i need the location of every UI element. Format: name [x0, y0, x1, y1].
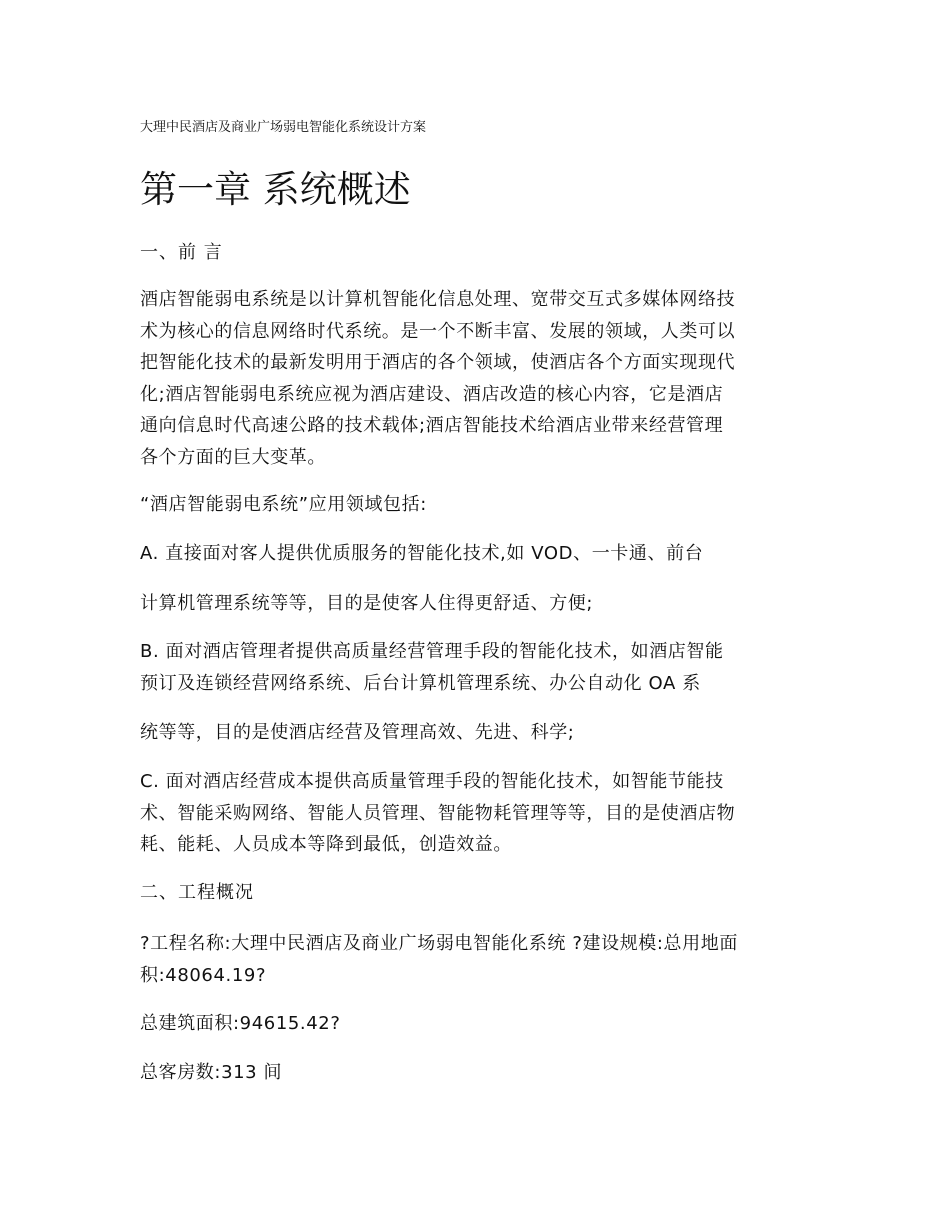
paragraph-line: 化;酒店智能弱电系统应视为酒店建设、酒店改造的核心内容，它是酒店 [140, 383, 724, 405]
paragraph-fields-intro [140, 489, 820, 521]
paragraph-line: 统等等，目的是使酒店经营及管理高效、先进、科学; [140, 722, 575, 743]
chapter-title: 第一章 系统概述 [140, 168, 411, 211]
paragraph-line: 耗、能耗、人员成本等降到最低，创造效益。 [140, 834, 512, 855]
paragraph-line: 术、智能采购网络、智能人员管理、智能物耗管理等等，目的是使酒店物 [140, 802, 736, 824]
paragraph-line: 酒店智能弱电系统是以计算机智能化信息处理、宽带交互式多媒体网络技 [140, 289, 736, 310]
paragraph-room-count [140, 1057, 820, 1089]
paragraph-line: 计算机管理系统等等，目的是使客人住得更舒适、方便; [140, 593, 594, 614]
paragraph-line: A. 直接面对客人提供优质服务的智能化技术,如 VOD、一卡通、前台 [140, 543, 704, 564]
paragraph-building-area [140, 1008, 820, 1040]
section-heading-overview: 二、工程概况 [140, 882, 254, 903]
paragraph-line: C. 面对酒店经营成本提供高质量管理手段的智能化技术，如智能节能技 [140, 771, 724, 792]
paragraph-line: ?工程名称:大理中民酒店及商业广场弱电智能化系统 ?建设规模:总用地面 [140, 933, 738, 954]
paragraph-line: B. 面对酒店管理者提供高质量经营管理手段的智能化技术，如酒店智能 [140, 641, 724, 662]
paragraph-project-info [140, 928, 820, 991]
paragraph-item-c [140, 766, 820, 861]
paragraph-intro [140, 284, 820, 473]
paragraph-item-b-cont [140, 717, 820, 749]
paragraph-line: 总建筑面积:94615.42? [140, 1013, 341, 1034]
paragraph-line: 通向信息时代高速公路的技术载体;酒店智能技术给酒店业带来经营管理 [140, 415, 724, 436]
paragraph-line: 预订及连锁经营网络系统、后台计算机管理系统、办公自动化 OA 系 [140, 672, 701, 694]
paragraph-item-b [140, 636, 820, 699]
section-heading-preface: 一、前 言 [140, 242, 223, 263]
paragraph-item-a-cont [140, 588, 820, 620]
paragraph-item-a [140, 538, 820, 570]
paragraph-line: 积:48064.19? [140, 964, 267, 986]
paragraph-line: “酒店智能弱电系统”应用领域包括: [140, 494, 427, 515]
paragraph-line: 把智能化技术的最新发明用于酒店的各个领域，使酒店各个方面实现现代 [140, 352, 736, 373]
paragraph-line: 术为核心的信息网络时代系统。是一个不断丰富、发展的领域，人类可以 [140, 320, 736, 342]
running-title: 大理中民酒店及商业广场弱电智能化系统设计方案 [140, 120, 427, 135]
paragraph-line: 各个方面的巨大变革。 [140, 446, 326, 468]
paragraph-line: 总客房数:313 间 [140, 1062, 283, 1083]
